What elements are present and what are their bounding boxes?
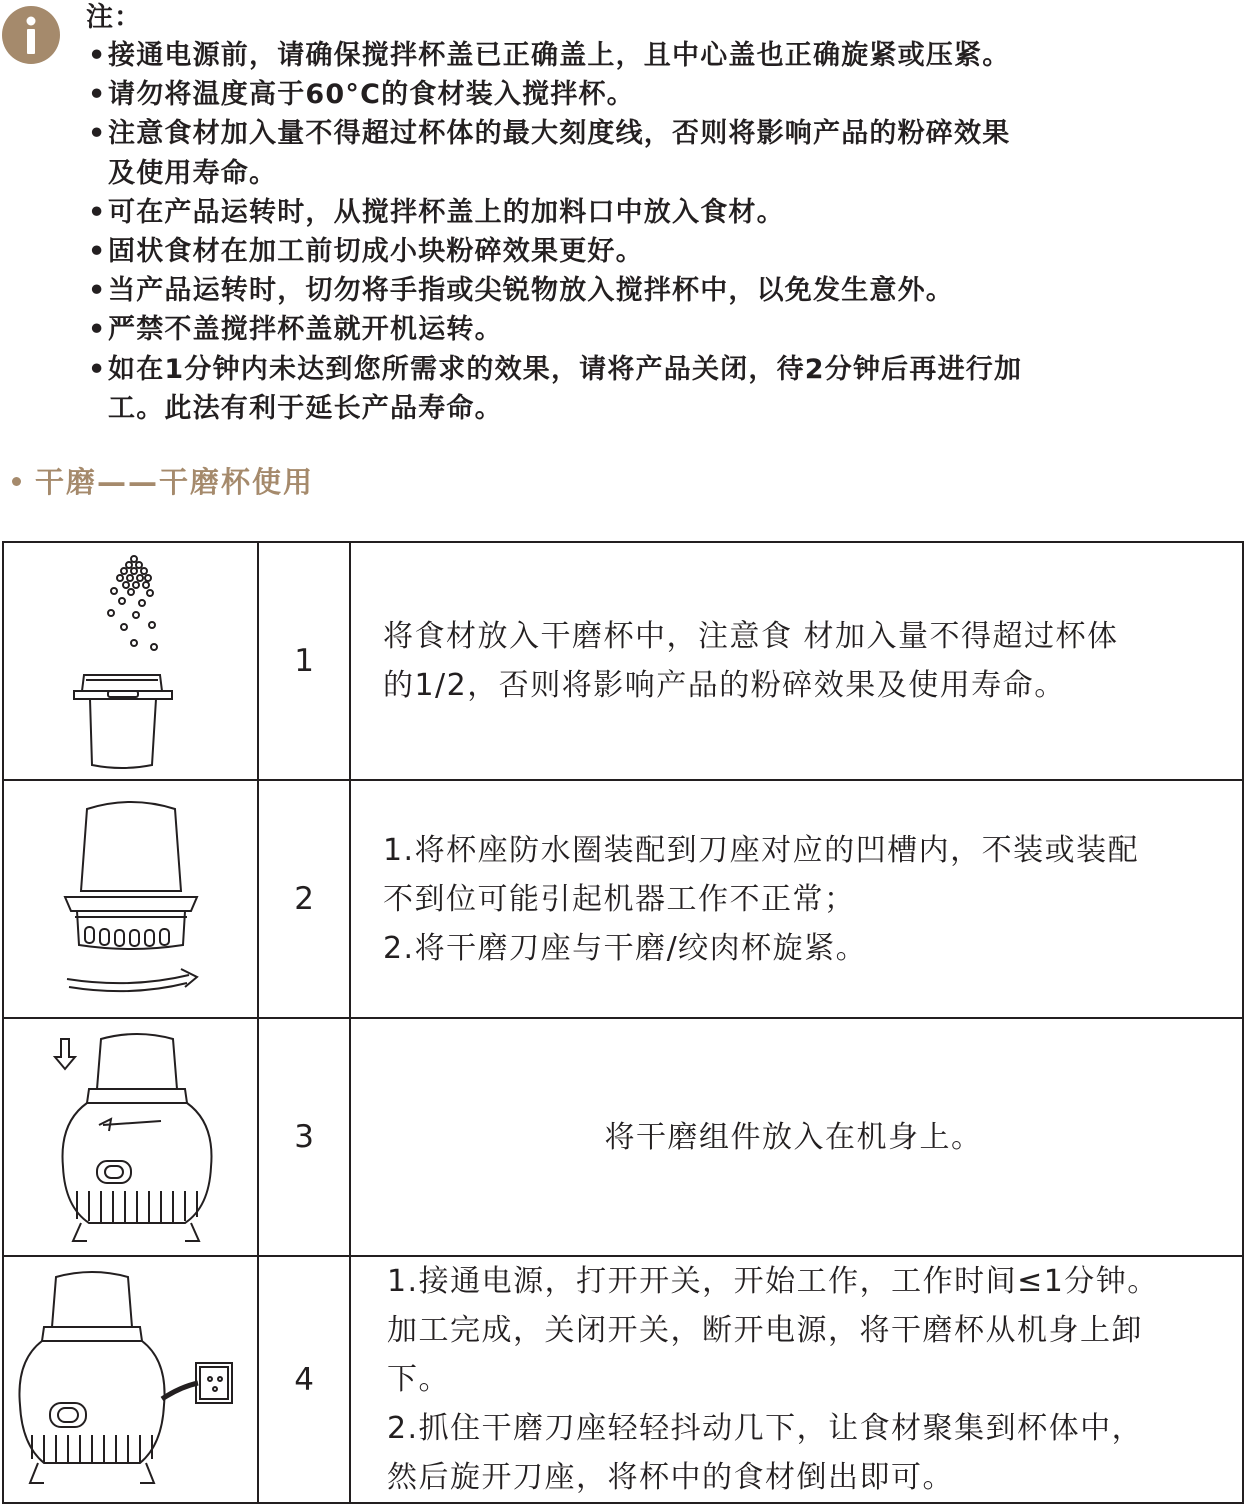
step-description: 将干磨组件放入在机身上。 (350, 1018, 1243, 1256)
notice-item: • 如在1分钟内未达到您所需求的效果，请将产品关闭，待2分钟后再进行加 (88, 353, 1023, 385)
notice-item: • 当产品运转时，切勿将手指或尖锐物放入搅拌杯中，以免发生意外。 (88, 275, 954, 307)
step-row (3, 1256, 1243, 1503)
step-description: 将食材放入干磨杯中，注意食 材加入量不得超过杯体 的1/2，否则将影响产品的粉碎效果及使用寿命。 (350, 542, 1243, 780)
step-2-illustration (3, 780, 258, 1018)
place-on-base-icon (41, 1027, 221, 1247)
step-row (3, 1018, 1243, 1256)
blade-base-assembly-icon (51, 789, 211, 1009)
step-row (3, 780, 1243, 1018)
notice-item: • 注意食材加入量不得超过杯体的最大刻度线，否则将影响产品的粉碎效果 (88, 118, 1011, 150)
grinder-cup-filling-icon (56, 551, 206, 771)
plugged-in-operation-icon (16, 1267, 246, 1493)
step-1-illustration (3, 542, 258, 780)
notice-title: 注： (86, 2, 142, 33)
step-description: 1.将杯座防水圈装配到刀座对应的凹槽内，不装或装配 不到位可能引起机器工作不正常； 2.将干磨刀座与干磨/绞肉杯旋紧。 (350, 780, 1243, 1018)
notice-item: • 请勿将温度高于60°C的食材装入搅拌杯。 (88, 79, 635, 111)
step-4-illustration (3, 1256, 258, 1503)
info-icon (2, 6, 60, 64)
step-number: 1 (258, 542, 350, 780)
step-description: 1.接通电源，打开开关，开始工作，工作时间≤1分钟。 加工完成，关闭开关，断开电源，将干磨杯从机身上卸 下。 2.抓住干磨刀座轻轻抖动几下，让食材聚集到杯体中， 然后旋开刀座，将杯中的食材倒出即可。 (350, 1256, 1243, 1503)
notice-item: • 可在产品运转时，从搅拌杯盖上的加料口中放入食材。 (88, 196, 785, 228)
bullet-dot-icon (12, 477, 21, 486)
notice-list (86, 36, 1236, 428)
notice-item-continuation: 及使用寿命。 (108, 157, 278, 189)
step-row (3, 542, 1243, 780)
notice-item-continuation: 工。此法有利于延长产品寿命。 (108, 392, 503, 424)
section-heading: 干磨——干磨杯使用 (12, 462, 314, 502)
steps-table (2, 541, 1244, 1504)
step-number: 4 (258, 1256, 350, 1503)
step-3-illustration (3, 1018, 258, 1256)
notice-item: • 接通电源前，请确保搅拌杯盖已正确盖上，且中心盖也正确旋紧或压紧。 (88, 40, 1011, 71)
step-number: 3 (258, 1018, 350, 1256)
notice-item: • 固状食材在加工前切成小块粉碎效果更好。 (88, 236, 644, 268)
notice-item: • 严禁不盖搅拌杯盖就开机运转。 (88, 314, 503, 346)
step-number: 2 (258, 780, 350, 1018)
